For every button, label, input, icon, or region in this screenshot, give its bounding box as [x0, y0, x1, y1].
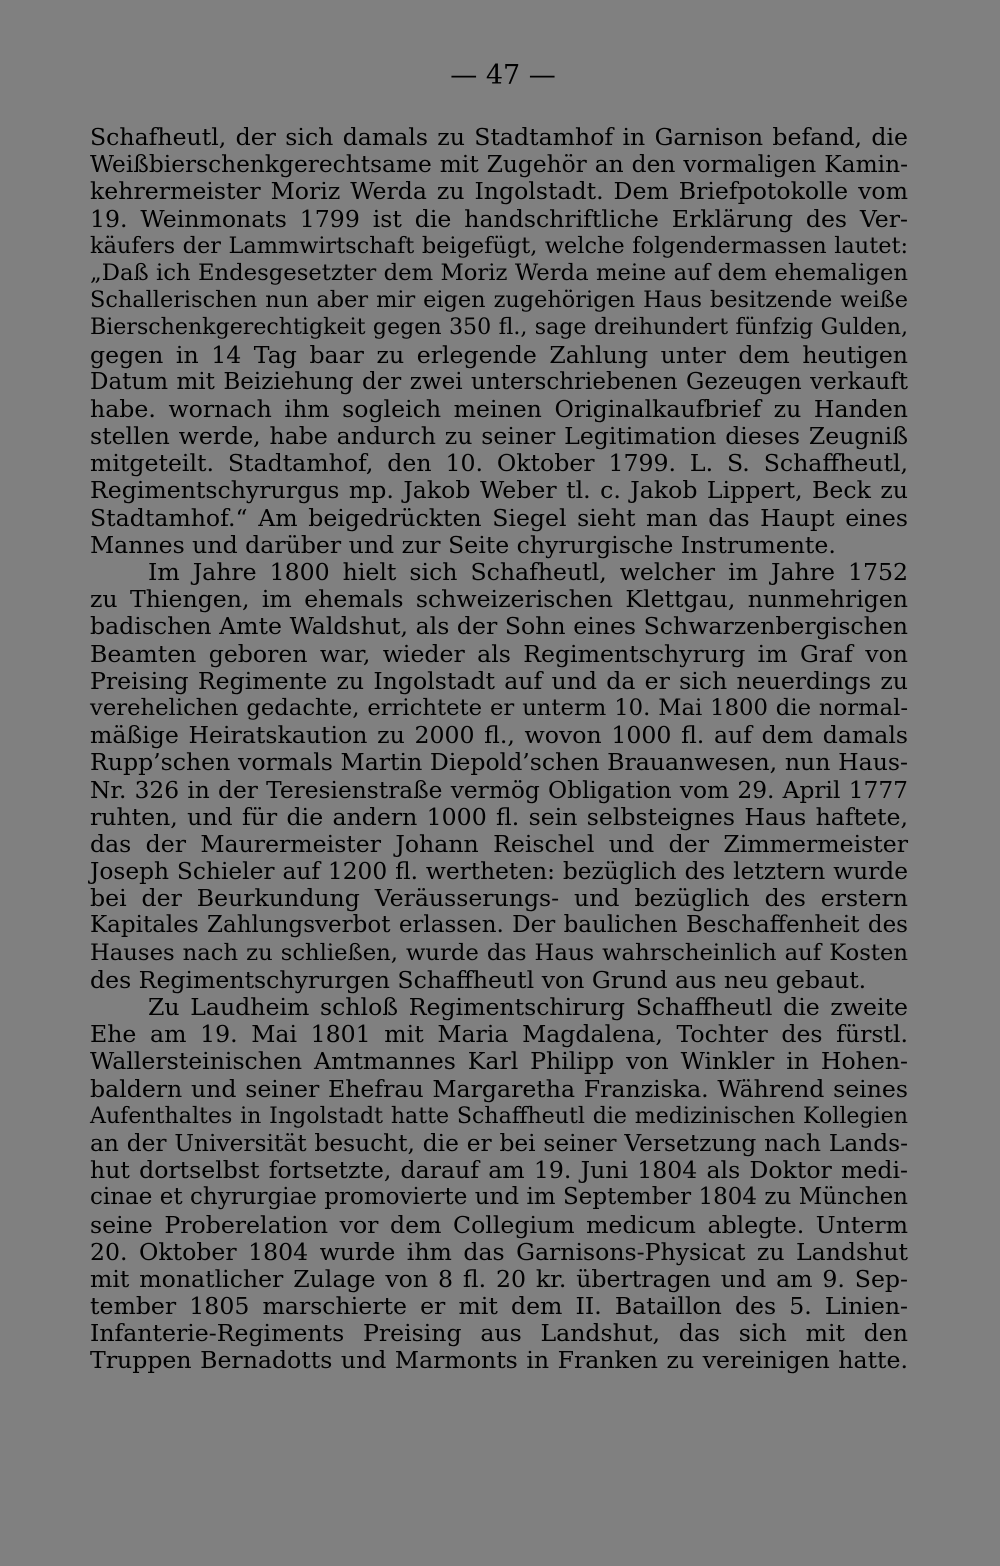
text-line: Hauses nach zu schließen, wurde das Haus wahrscheinlich auf Kosten	[90, 939, 908, 966]
text-line: Joseph Schieler auf 1200 fl. wertheten: bezüglich des letztern wurde	[90, 858, 908, 886]
text-line: habe. wornach ihm sogleich meinen Originalkaufbrief zu Handen	[90, 394, 908, 423]
text-line: tember 1805 marschierte er mit dem II. Bataillon des 5. Linien-	[90, 1292, 908, 1321]
text-line: cinae et chyrurgiae promovierte und im September 1804 zu München	[90, 1184, 908, 1211]
text-line: Aufenthaltes in Ingolstadt hatte Schaffheutl die medizinischen Kollegien	[90, 1102, 908, 1129]
text-line: badischen Amte Waldshut, als der Sohn eines Schwarzenbergischen	[90, 612, 908, 641]
text-line: verehelichen gedachte, errichtete er unterm 10. Mai 1800 die normal-	[90, 694, 908, 721]
text-line: baldern und seiner Ehefrau Margaretha Franziska. Während seines	[90, 1074, 908, 1103]
text-line: Schallerischen nun aber mir eigen zugehörigen Haus besitzende weiße	[90, 287, 908, 314]
text-line: seine Proberelation vor dem Collegium medicum ablegte. Unterm	[90, 1210, 908, 1239]
text-line: kehrermeister Moriz Werda zu Ingolstadt. Dem Briefpotokolle vom	[90, 177, 908, 206]
text-line: Stadtamhof.“ Am beigedrückten Siegel sieht man das Haupt eines	[90, 503, 908, 532]
text-line: käufers der Lammwirtschaft beigefügt, welche folgendermassen lautet:	[90, 232, 908, 259]
text-line: Rupp’schen vormals Martin Diepold’schen Brauanwesen, nun Haus-	[90, 748, 908, 777]
page-number: — 47 —	[450, 60, 556, 91]
text-line: gegen in 14 Tag baar zu erlegende Zahlung unter dem heutigen	[90, 340, 908, 369]
text-line: Im Jahre 1800 hielt sich Schafheutl, welcher im Jahre 1752	[148, 558, 908, 586]
text-line: mitgeteilt. Stadtamhof, den 10. Oktober 1799. L. S. Schaffheutl,	[90, 449, 908, 478]
text-line: Mannes und darüber und zur Seite chyrurgische Instrumente.	[90, 530, 836, 559]
text-line: Preising Regimente zu Ingolstadt auf und da er sich neuerdings zu	[90, 666, 908, 695]
text-line: „Daß ich Endesgesetzter dem Moriz Werda meine auf dem ehemaligen	[90, 259, 908, 286]
text-line: des Regimentschyrurgen Schaffheutl von Grund aus neu gebaut.	[90, 965, 867, 994]
text-line: ruhten, und für die andern 1000 fl. sein selbsteignes Haus haftete,	[90, 802, 908, 831]
text-line: 20. Oktober 1804 wurde ihm das Garnisons-Physicat zu Landshut	[90, 1237, 908, 1266]
text-line: bei der Beurkundung Veräusserungs- und bezüglich des erstern	[90, 884, 908, 913]
text-line: Zu Laudheim schloß Regimentschirurg Schaffheutl die zweite	[148, 993, 908, 1021]
text-line: stellen werde, habe andurch zu seiner Legitimation dieses Zeugniß	[90, 422, 908, 451]
text-line: Weißbierschenkgerechtsame mit Zugehör an den vormaligen Kamin-	[90, 151, 908, 179]
text-body	[90, 124, 908, 1375]
text-line: mäßige Heiratskaution zu 2000 fl., wovon 1000 fl. auf dem damals	[90, 721, 908, 750]
text-line: Bierschenkgerechtigkeit gegen 350 fl., sage dreihundert fünfzig Gulden,	[90, 314, 908, 341]
text-line: Nr. 326 in der Teresienstraße vermög Obligation vom 29. April 1777	[90, 776, 908, 804]
text-line: Datum mit Beiziehung der zwei unterschriebenen Gezeugen verkauft	[90, 368, 908, 395]
text-line: das der Maurermeister Johann Reischel und der Zimmermeister	[90, 829, 908, 858]
text-line: Beamten geboren war, wieder als Regimentschyrurg im Graf von	[90, 639, 908, 668]
text-line: Wallersteinischen Amtmannes Karl Philipp von Winkler in Hohen-	[90, 1047, 908, 1076]
text-line: mit monatlicher Zulage von 8 fl. 20 kr. übertragen und am 9. Sep-	[90, 1264, 908, 1293]
text-line: Kapitales Zahlungsverbot erlassen. Der baulichen Beschaffenheit des	[90, 912, 908, 939]
text-line: an der Universität besucht, die er bei seiner Versetzung nach Lands-	[90, 1129, 908, 1157]
text-line: Schafheutl, der sich damals zu Stadtamhof in Garnison befand, die	[90, 123, 908, 151]
text-line: zu Thiengen, im ehemals schweizerischen Klettgau, nunmehrigen	[90, 585, 908, 614]
text-line: 19. Weinmonats 1799 ist die handschriftliche Erklärung des Ver-	[90, 204, 908, 233]
text-line: hut dortselbst fortsetzte, darauf am 19. Juni 1804 als Doktor medi-	[90, 1156, 908, 1185]
text-line: Infanterie-Regiments Preising aus Landshut, das sich mit den	[90, 1319, 908, 1348]
text-line: Truppen Bernadotts und Marmonts in Franken zu vereinigen hatte.	[90, 1346, 908, 1375]
text-line: Ehe am 19. Mai 1801 mit Maria Magdalena, Tochter des fürstl.	[90, 1020, 908, 1049]
text-line: Regimentschyrurgus mp. Jakob Weber tl. c. Jakob Lippert, Beck zu	[90, 476, 908, 505]
